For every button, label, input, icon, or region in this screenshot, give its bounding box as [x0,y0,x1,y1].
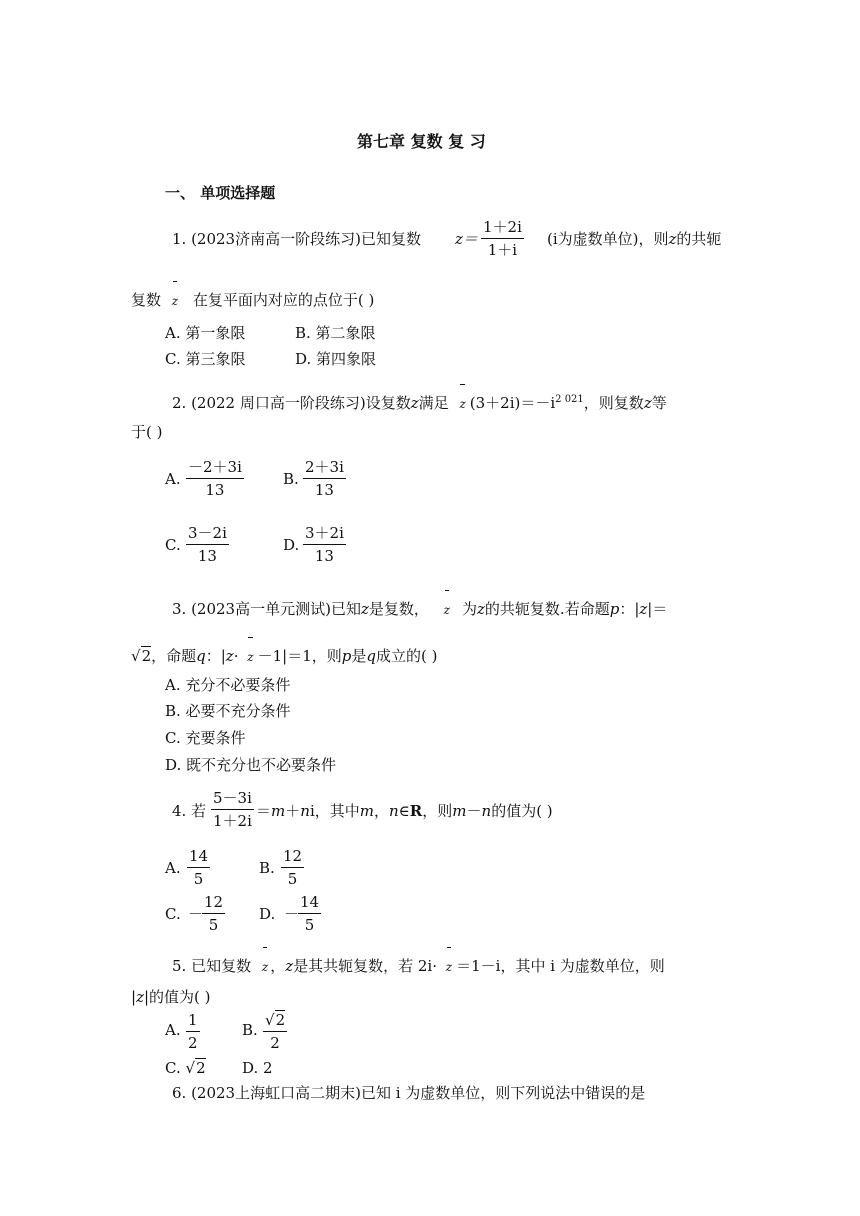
q4-option-a-label: A. [165,859,181,877]
q4-rest: ＝m＋ni，其中m，n∈R，则m－n的值为( ) [256,802,553,820]
q3-sqrt: √2 [131,647,152,665]
q4-option-d-fraction: $\frac{14}{5}$ [300,893,320,934]
q3-option-a: A. 充分不必要条件 [165,676,291,694]
q3-line1: 3. (2023高一单元测试)已知z是复数， z 为z的共轭复数.若命题p：|z|＝ [172,600,668,618]
q1-tail: (i为虚数单位)，则z的共轭 [547,230,722,248]
q4-option-c-fraction: $\frac{12}{5}$ [204,893,224,934]
page-title: 第七章 复数 复 习 [357,132,486,151]
q4-fraction: $\frac{5-3i}{1+2i}$ [213,789,252,830]
q5-option-c: C. √2 [165,1059,206,1077]
q4-option-d-sign: － [284,905,300,923]
q4-option-c-label: C. [165,905,181,923]
q3-conjugate-z-2: z [247,650,254,664]
q5-option-a-fraction: $\frac{1}{2}$ [188,1011,198,1052]
q2-option-b-label: B. [283,470,299,488]
q2-line2: 于( ) [131,423,163,441]
q1-option-c: C. 第三象限 [165,350,246,368]
q2-conjugate-z: z [459,397,466,411]
q2-option-c-label: C. [165,536,181,554]
q5-option-b-fraction: $\frac{√2}{2}$ [265,1011,286,1052]
q2-option-a-fraction: $\frac{-2+3i}{13}$ [188,458,242,499]
q5-option-b-label: B. [242,1021,258,1039]
q1-frac-den: 1＋i [487,241,518,259]
q3-line2: √2，命题q：|z· z －1|＝1，则p是q成立的( ) [131,647,438,665]
q1-fraction [481,220,524,258]
q1-option-d: D. 第四象限 [295,350,377,368]
q3-conjugate-z: z [443,603,450,617]
q5-conjugate-z: z [261,960,269,974]
q5-line1: 5. 已知复数 z ，z是其共轭复数，若 2i· z ＝1－i，其中 i 为虚数单位，则 [172,957,665,975]
q2-option-c-fraction: $\frac{3-2i}{13}$ [188,524,227,565]
q4-option-c-sign: － [188,905,204,923]
q5-line2: |z|的值为( ) [131,988,211,1006]
q5-option-a-label: A. [165,1021,181,1039]
q1-lead: 1. (2023济南高一阶段练习)已知复数 [172,230,421,248]
q3-option-d: D. 既不充分也不必要条件 [165,756,337,774]
q2-option-d-fraction: $\frac{3+2i}{13}$ [305,524,344,565]
q5-option-d: D. 2 [242,1059,273,1077]
q1-line2: 复数 z 在复平面内对应的点位于( ) [131,291,375,309]
q1-option-b: B. 第二象限 [295,324,376,342]
q4-lead: 4. 若 [172,802,207,820]
q2-option-b-fraction: $\frac{2+3i}{13}$ [305,458,344,499]
section-heading: 一、 单项选择题 [165,184,276,202]
q4-option-a-fraction: $\frac{14}{5}$ [189,847,209,888]
q3-option-b: B. 必要不充分条件 [165,702,291,720]
q1-conjugate-z: z [171,294,179,308]
q4-option-d-label: D. [259,905,276,923]
q1-frac-num: 1＋2i [481,220,524,239]
q1-z-eq: z＝ [455,230,478,248]
question-6: 6. (2023上海虹口高二期末)已知 i 为虚数单位，则下列说法中错误的是 [172,1084,646,1102]
q2-option-d-label: D. [283,536,300,554]
q4-option-b-fraction: $\frac{12}{5}$ [283,847,303,888]
q5-conjugate-z-2: z [445,960,453,974]
q2-option-a-label: A. [165,470,181,488]
q3-option-c: C. 充要条件 [165,729,246,747]
q1-option-a: A. 第一象限 [165,324,246,342]
q4-option-b-label: B. [259,859,275,877]
q2-line1: 2. (2022 周口高一阶段练习)设复数z满足 z $(3+2i)=-i^{2 021}$，则复数z等 [172,394,667,412]
